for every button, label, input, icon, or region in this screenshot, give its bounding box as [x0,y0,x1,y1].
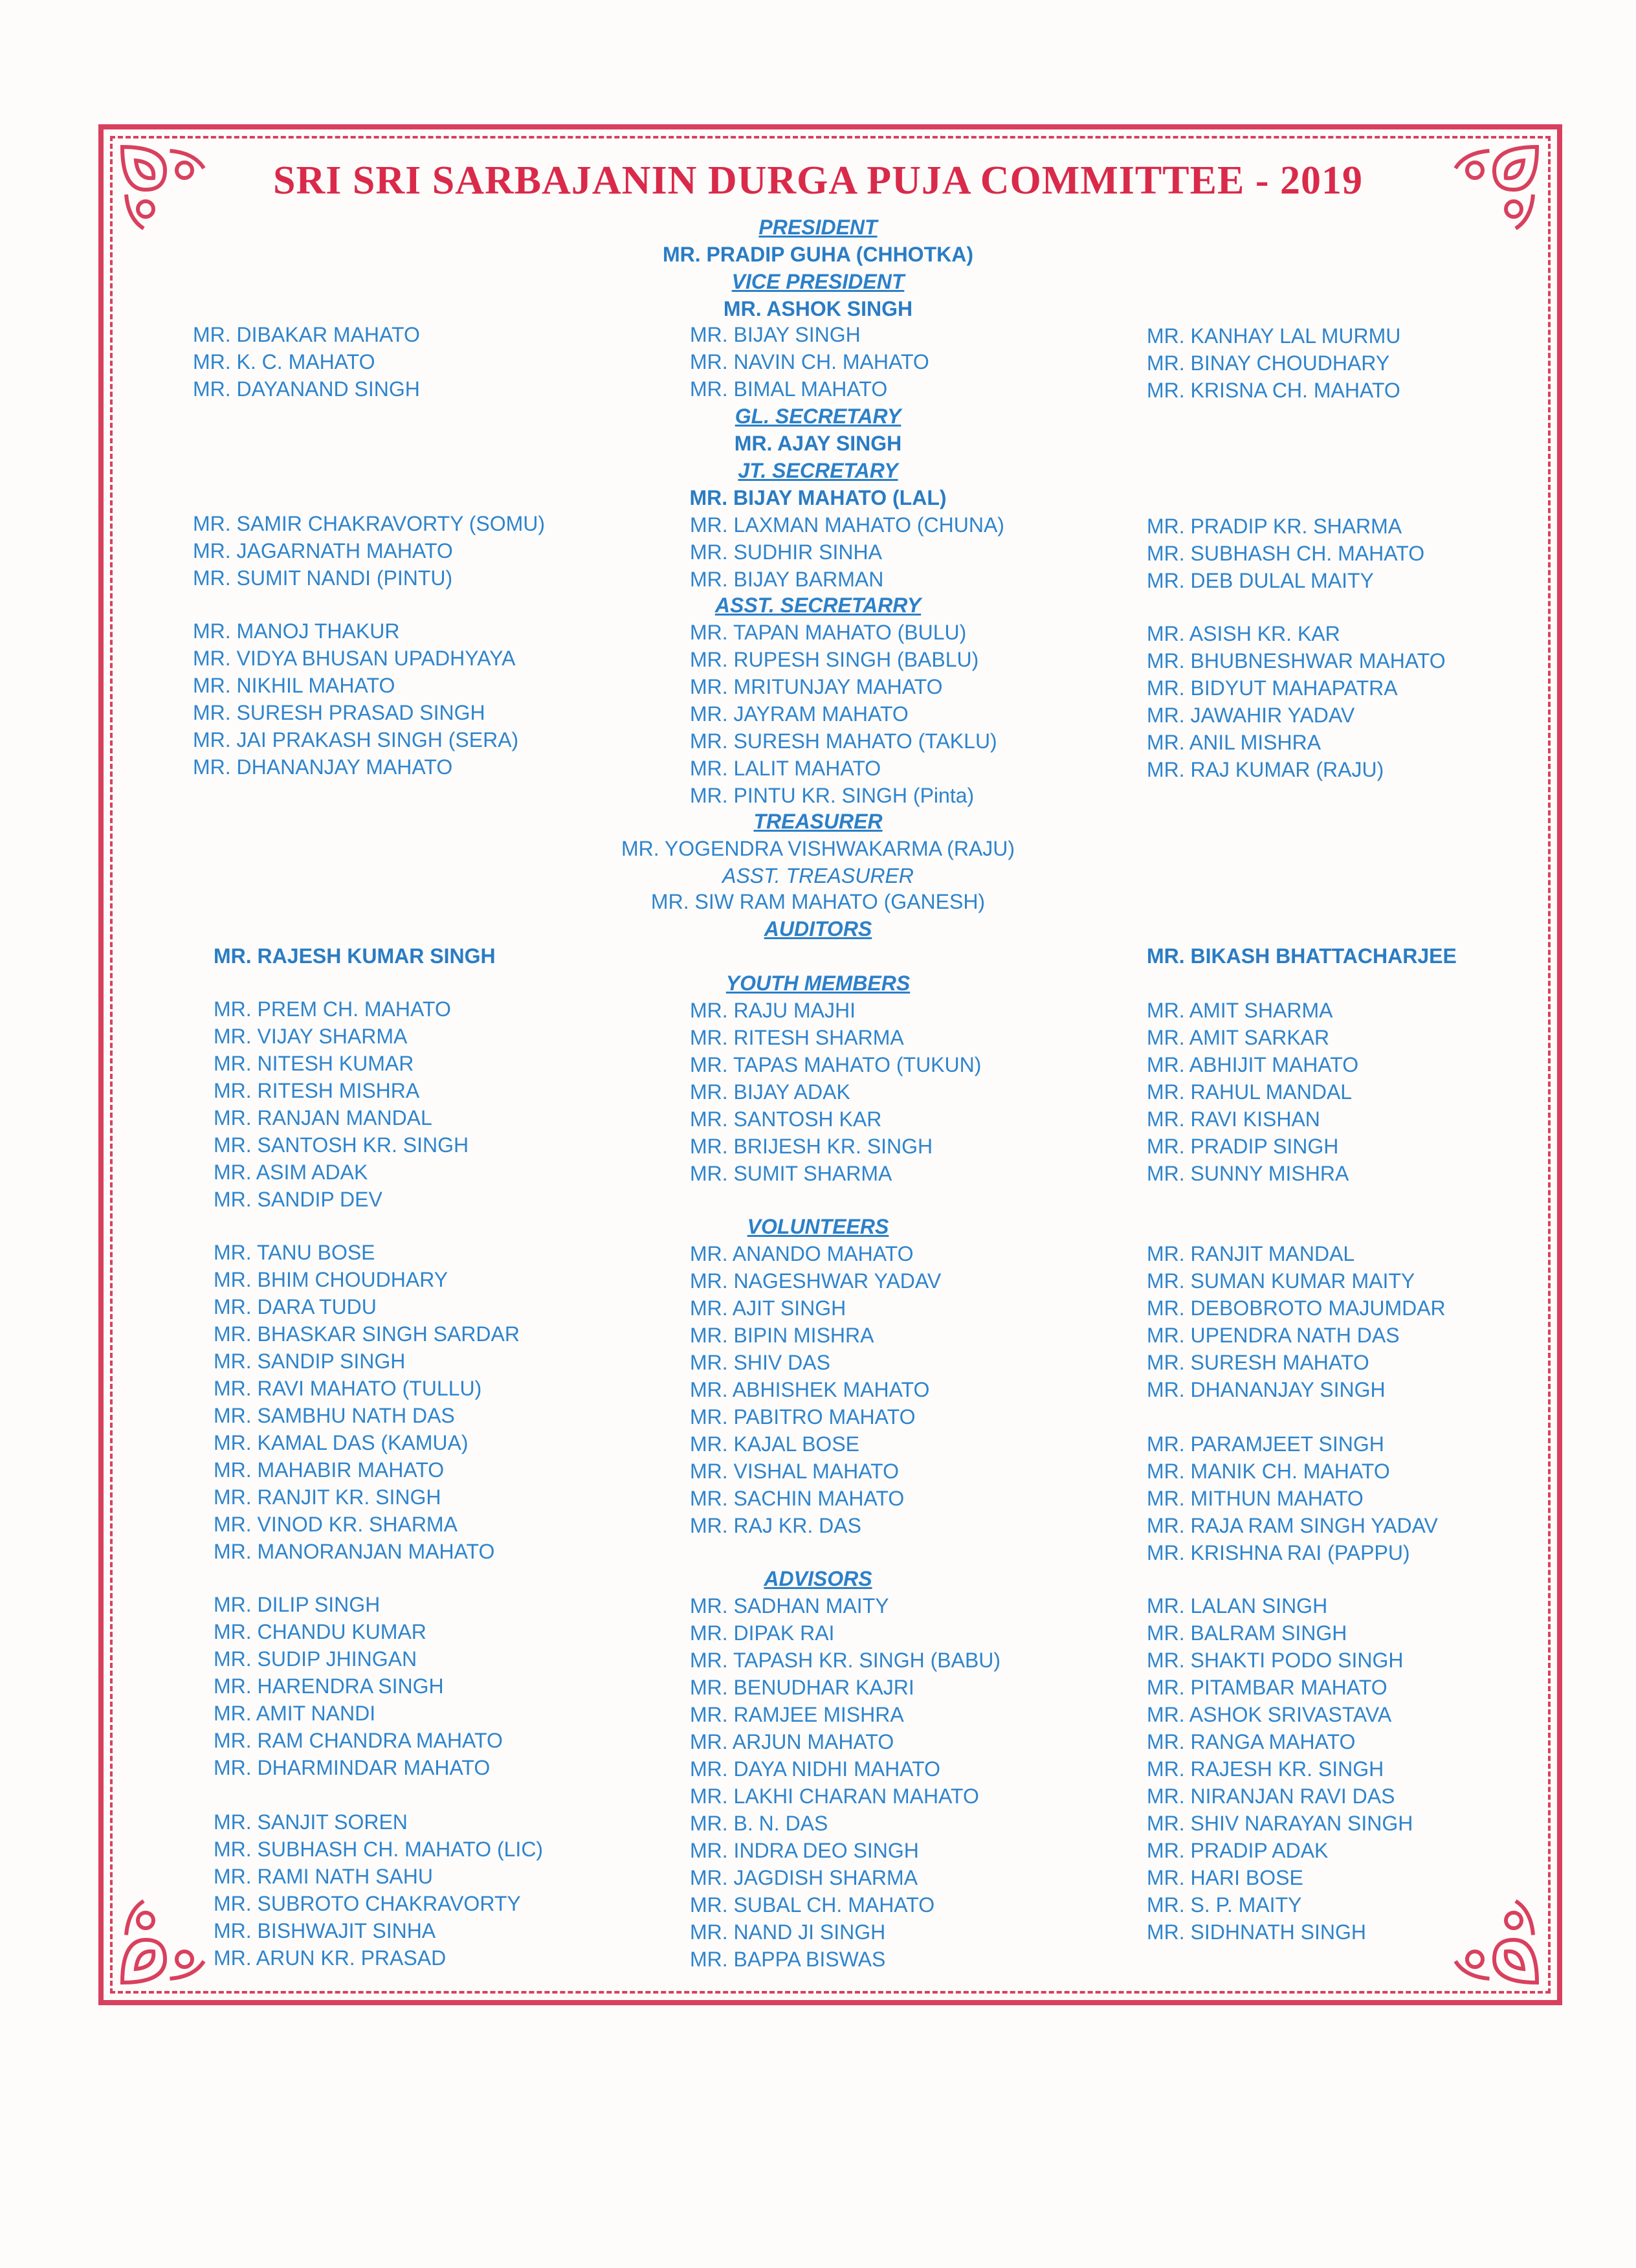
list-item: MR. RAMJEE MISHRA [690,1703,904,1726]
list-item: MR. AMIT SARKAR [1147,1026,1330,1049]
list-item: MR. LALIT MAHATO [690,757,881,780]
list-item: MR. TAPASH KR. SINGH (BABU) [690,1649,1001,1672]
list-item: MR. SAMIR CHAKRAVORTY (SOMU) [193,512,546,535]
list-item: MR. PINTU KR. SINGH (Pinta) [690,784,975,807]
list-item: MR. PRADIP KR. SHARMA [1147,515,1402,538]
list-item: MR. BHIM CHOUDHARY [214,1268,448,1291]
list-item: MR. RANGA MAHATO [1147,1730,1356,1753]
list-item: MR. HARENDRA SINGH [214,1674,444,1698]
list-item: MR. RAMI NATH SAHU [214,1865,433,1888]
list-item: MR. DHANANJAY SINGH [1147,1378,1386,1401]
list-item: MR. RUPESH SINGH (BABLU) [690,648,979,671]
list-item: MR. SUMAN KUMAR MAITY [1147,1269,1415,1293]
list-item: MR. KAJAL BOSE [690,1432,859,1456]
list-item: MR. ASHOK SRIVASTAVA [1147,1703,1392,1726]
list-item: MR. RAVI MAHATO (TULLU) [214,1377,482,1400]
list-item: MR. BRIJESH KR. SINGH [690,1135,933,1158]
list-item: MR. VINOD KR. SHARMA [214,1513,458,1536]
list-item: MR. SUBROTO CHAKRAVORTY [214,1892,521,1915]
list-item: MR. JAI PRAKASH SINGH (SERA) [193,728,519,751]
list-item: MR. MAHABIR MAHATO [214,1458,445,1482]
list-item: MR. RANJIT KR. SINGH [214,1485,441,1509]
list-item: MR. VIDYA BHUSAN UPADHYAYA [193,647,516,670]
list-item: MR. BENUDHAR KAJRI [690,1676,914,1699]
list-item: MR. BALRAM SINGH [1147,1621,1347,1645]
list-item: MR. PRADIP SINGH [1147,1135,1339,1158]
list-item: MR. SURESH MAHATO [1147,1351,1369,1374]
list-item: MR. NITESH KUMAR [214,1052,414,1075]
section-heading-treasurer: TREASURER [753,810,883,833]
list-item: MR. NAVIN CH. MAHATO [690,350,929,373]
list-item: MR. MANORANJAN MAHATO [214,1540,495,1563]
list-item: MR. NIRANJAN RAVI DAS [1147,1784,1395,1808]
list-item: MR. B. N. DAS [690,1812,828,1835]
list-item: MR. BAPPA BISWAS [690,1948,886,1971]
list-item: MR. SUNNY MISHRA [1147,1162,1349,1185]
list-item: MR. ASIM ADAK [214,1161,368,1184]
section-heading-president: PRESIDENT [758,216,878,239]
list-item: MR. RAM CHANDRA MAHATO [214,1729,503,1752]
list-item: MR. UPENDRA NATH DAS [1147,1324,1400,1347]
vice-president-name: MR. ASHOK SINGH [723,297,913,320]
list-item: MR. SUMIT NANDI (PINTU) [193,566,453,590]
list-item: MR. BISHWAJIT SINHA [214,1919,436,1942]
list-item: MR. SANTOSH KAR [690,1107,882,1131]
list-item: MR. SUBAL CH. MAHATO [690,1893,935,1917]
list-item: MR. S. P. MAITY [1147,1893,1302,1917]
list-item: MR. DILIP SINGH [214,1593,381,1616]
list-item: MR. RAJU MAJHI [690,999,856,1022]
list-item: MR. SUDHIR SINHA [690,540,882,564]
list-item: MR. DARA TUDU [214,1295,377,1318]
list-item: MR. DIPAK RAI [690,1621,835,1645]
list-item: MR. ARUN KR. PRASAD [214,1946,447,1970]
list-item: MR. SUMIT SHARMA [690,1162,892,1185]
list-item: MR. NAND JI SINGH [690,1920,886,1944]
list-item: MR. SANTOSH KR. SINGH [214,1133,469,1157]
list-item: MR. HARI BOSE [1147,1866,1303,1889]
list-item: MR. RANJIT MANDAL [1147,1242,1355,1265]
list-item: MR. BIPIN MISHRA [690,1324,874,1347]
list-item: MR. ANIL MISHRA [1147,731,1321,754]
list-item: MR. VISHAL MAHATO [690,1460,900,1483]
list-item: MR. JAYRAM MAHATO [690,702,909,726]
list-item: MR. ASISH KR. KAR [1147,622,1340,645]
list-item: MR. DAYA NIDHI MAHATO [690,1757,940,1781]
list-item: MR. NIKHIL MAHATO [193,674,395,697]
list-item: MR. CHANDU KUMAR [214,1620,426,1643]
list-item: MR. ABHISHEK MAHATO [690,1378,930,1401]
list-item: MR. PARAMJEET SINGH [1147,1432,1384,1456]
list-item: MR. AMIT SHARMA [1147,999,1333,1022]
list-item: MR. ABHIJIT MAHATO [1147,1053,1359,1076]
list-item: MR. PRADIP ADAK [1147,1839,1329,1862]
list-item: MR. BHUBNESHWAR MAHATO [1147,649,1446,673]
list-item: MR. BHASKAR SINGH SARDAR [214,1322,520,1346]
list-item: MR. TAPAS MAHATO (TUKUN) [690,1053,982,1076]
list-item: MR. SUDIP JHINGAN [214,1647,417,1671]
list-item: MR. RAJESH KR. SINGH [1147,1757,1384,1781]
list-item: MR. RANJAN MANDAL [214,1106,432,1129]
list-item: MR. ANANDO MAHATO [690,1242,914,1265]
list-item: MR. KRISHNA RAI (PAPPU) [1147,1541,1410,1564]
auditor-name: MR. BIKASH BHATTACHARJEE [1147,944,1457,968]
list-item: MR. SHAKTI PODO SINGH [1147,1649,1404,1672]
list-item: MR. PITAMBAR MAHATO [1147,1676,1387,1699]
list-item: MR. RAVI KISHAN [1147,1107,1320,1131]
list-item: MR. JAGARNATH MAHATO [193,539,453,562]
list-item: MR. AJIT SINGH [690,1296,846,1320]
list-item: MR. BIMAL MAHATO [690,377,888,401]
list-item: MR. KANHAY LAL MURMU [1147,324,1401,348]
list-item: MR. RAHUL MANDAL [1147,1080,1353,1104]
list-item: MR. SAMBHU NATH DAS [214,1404,455,1427]
section-heading-asst-secretary: ASST. SECRETARRY [714,594,922,617]
section-heading-volunteers: VOLUNTEERS [747,1215,889,1238]
list-item: MR. KAMAL DAS (KAMUA) [214,1431,469,1454]
list-item: MR. RAJA RAM SINGH YADAV [1147,1514,1438,1537]
list-item: MR. LALAN SINGH [1147,1594,1328,1618]
list-item: MR. BIJAY ADAK [690,1080,850,1104]
list-item: MR. DEBOBROTO MAJUMDAR [1147,1296,1446,1320]
list-item: MR. KRISNA CH. MAHATO [1147,379,1400,402]
list-item: MR. BINAY CHOUDHARY [1147,351,1390,375]
list-item: MR. MANOJ THAKUR [193,619,400,643]
list-item: MR. SHIV NARAYAN SINGH [1147,1812,1413,1835]
list-item: MR. RAJ KUMAR (RAJU) [1147,758,1384,781]
list-item: MR. MRITUNJAY MAHATO [690,675,943,698]
list-item: MR. SURESH PRASAD SINGH [193,701,485,724]
list-item: MR. SANJIT SOREN [214,1810,408,1834]
list-item: MR. DIBAKAR MAHATO [193,323,420,346]
list-item: MR. INDRA DEO SINGH [690,1839,919,1862]
list-item: MR. NAGESHWAR YADAV [690,1269,942,1293]
list-item: MR. DHARMINDAR MAHATO [214,1756,491,1779]
list-item: MR. SADHAN MAITY [690,1594,889,1618]
list-item: MR. BIJAY BARMAN [690,568,884,591]
list-item: MR. SACHIN MAHATO [690,1487,905,1510]
list-item: MR. TANU BOSE [214,1241,375,1264]
section-heading-jt-secretary: JT. SECRETARY [738,459,898,482]
list-item: MR. SHIV DAS [690,1351,830,1374]
list-item: MR. SURESH MAHATO (TAKLU) [690,729,997,753]
list-item: MR. DEB DULAL MAITY [1147,569,1374,592]
list-item: MR. PREM CH. MAHATO [214,997,451,1021]
list-item: MR. PABITRO MAHATO [690,1405,916,1429]
list-item: MR. JAWAHIR YADAV [1147,704,1355,727]
list-item: MR. DAYANAND SINGH [193,377,420,401]
list-item: MR. BIDYUT MAHAPATRA [1147,676,1398,700]
list-item: MR. ARJUN MAHATO [690,1730,894,1753]
section-heading-vice-president: VICE PRESIDENT [731,270,905,293]
section-heading-auditors: AUDITORS [764,917,872,940]
list-item: MR. VIJAY SHARMA [214,1025,408,1048]
auditor-name: MR. RAJESH KUMAR SINGH [214,944,496,968]
list-item: MR. SANDIP DEV [214,1188,382,1211]
list-item: MR. RAJ KR. DAS [690,1514,861,1537]
list-item: MR. JAGDISH SHARMA [690,1866,918,1889]
gl-secretary-name: MR. AJAY SINGH [734,432,902,455]
section-heading-advisors: ADVISORS [764,1567,872,1590]
treasurer-name: MR. YOGENDRA VISHWAKARMA (RAJU) [621,837,1015,860]
asst-treasurer-name: MR. SIW RAM MAHATO (GANESH) [650,890,986,913]
list-item: MR. RITESH SHARMA [690,1026,904,1049]
list-item: MR. AMIT NANDI [214,1702,376,1725]
section-heading-asst-treasurer: ASST. TREASURER [722,864,914,887]
list-item: MR. DHANANJAY MAHATO [193,755,453,779]
list-item: MR. BIJAY SINGH [690,323,861,346]
list-item: MR. RITESH MISHRA [214,1079,420,1102]
page-title: SRI SRI SARBAJANIN DURGA PUJA COMMITTEE - 2019 [272,159,1363,203]
list-item: MR. TAPAN MAHATO (BULU) [690,621,967,644]
list-item: MR. SUBHASH CH. MAHATO (LIC) [214,1838,544,1861]
list-item: MR. LAKHI CHARAN MAHATO [690,1784,979,1808]
president-name: MR. PRADIP GUHA (CHHOTKA) [663,243,973,266]
list-item: MR. MANIK CH. MAHATO [1147,1460,1390,1483]
jt-secretary-name: MR. BIJAY MAHATO (LAL) [689,486,947,509]
section-heading-youth-members: YOUTH MEMBERS [725,972,911,995]
corner-ornament-icon [1446,1891,1543,1988]
list-item: MR. SANDIP SINGH [214,1350,406,1373]
section-heading-gl-secretary: GL. SECRETARY [735,405,901,428]
list-item: MR. SIDHNATH SINGH [1147,1920,1366,1944]
list-item: MR. K. C. MAHATO [193,350,375,373]
list-item: MR. SUBHASH CH. MAHATO [1147,542,1425,565]
list-item: MR. LAXMAN MAHATO (CHUNA) [690,513,1004,537]
list-item: MR. MITHUN MAHATO [1147,1487,1364,1510]
corner-ornament-icon [116,1891,214,1988]
